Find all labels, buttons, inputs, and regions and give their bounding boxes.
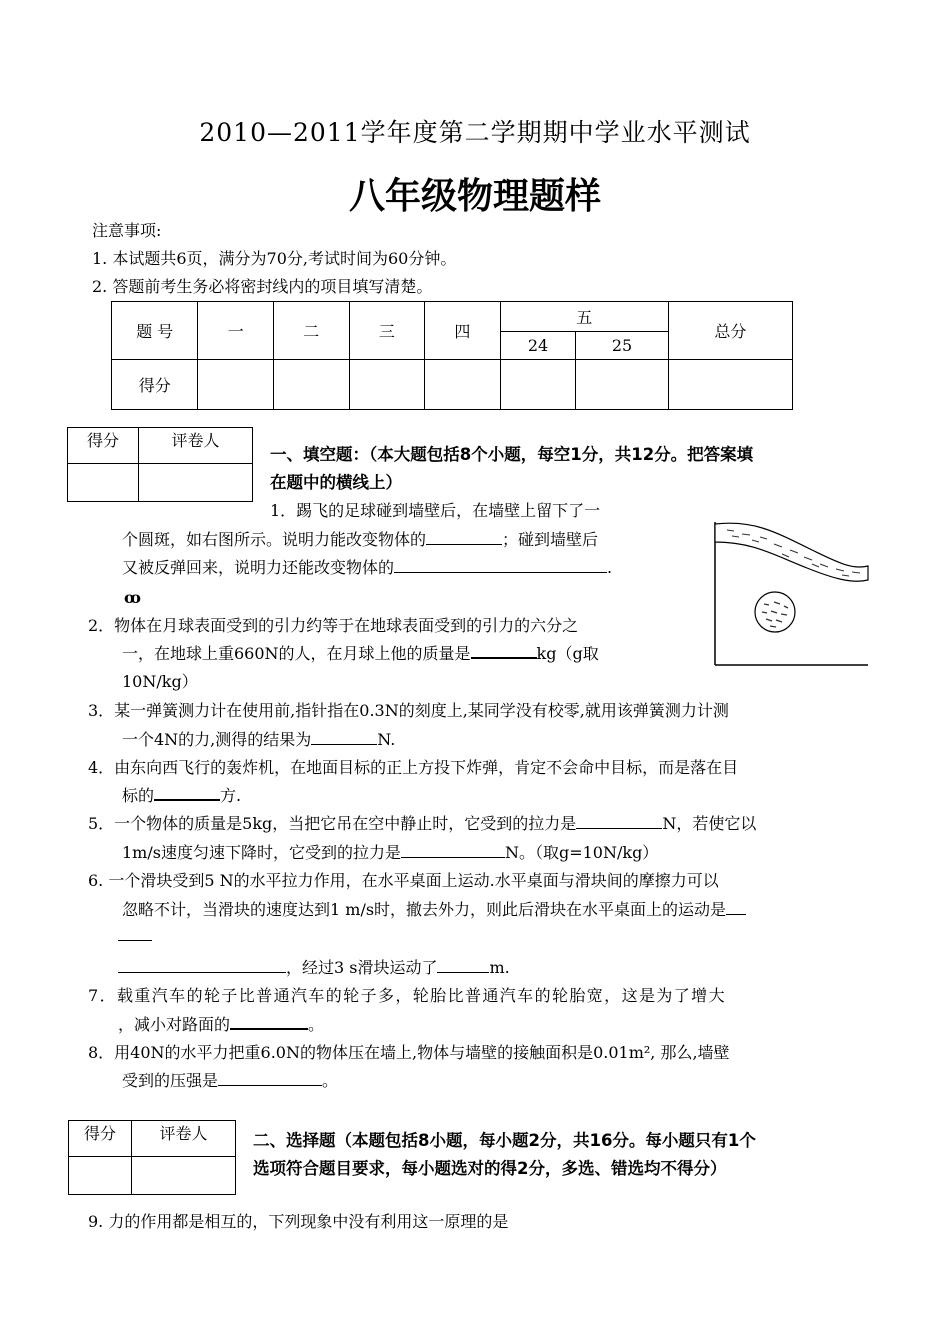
q5-blank-1 xyxy=(576,814,662,829)
q5-blank-2 xyxy=(401,843,505,858)
wall-slab xyxy=(715,523,868,581)
q3-line-1: 3．某一弹簧测力计在使用前,指针指在0.3N的刻度上,某同学没有校零,就用该弹簧测力计测 xyxy=(88,701,729,720)
score-table-score-label: 得分 xyxy=(112,360,198,410)
score-table-col-2: 二 xyxy=(274,302,350,360)
q7-text-a: ，减小对路面的 xyxy=(118,1015,231,1034)
q8-text-a: 受到的压强是 xyxy=(122,1071,219,1090)
grader-label: 评卷人 xyxy=(139,428,253,464)
score-cell xyxy=(274,360,350,410)
score-table-col-1: 一 xyxy=(198,302,274,360)
exam-subtitle: 八年级物理题样 xyxy=(348,176,601,217)
q1-mark: ꝏ xyxy=(124,588,141,607)
notice-heading: 注意事项: xyxy=(92,221,162,240)
q6-text-b: ，经过3 s滑块运动了 xyxy=(286,958,438,977)
q1-text-d: . xyxy=(607,558,613,577)
score-table xyxy=(111,301,793,410)
q1-line-3 xyxy=(122,555,612,581)
q1-text-c: 又被反弹回来，说明力还能改变物体的 xyxy=(122,558,395,577)
q1-blank-1 xyxy=(426,530,502,545)
grader-name-cell xyxy=(139,464,253,502)
q9-line-1: 9. 力的作用都是相互的，下列现象中没有利用这一原理的是 xyxy=(88,1212,509,1231)
q5-text-a: 5．一个物体的质量是5kg，当把它吊在空中静止时，它受到的拉力是 xyxy=(88,814,577,833)
q3-text-a: 一个4N的力,测得的结果为 xyxy=(122,730,312,749)
score-table-total: 总分 xyxy=(668,302,792,360)
q7-blank xyxy=(230,1014,308,1030)
q2-blank xyxy=(471,643,537,659)
section2-heading: 二、选择题（本题包括8小题，每小题2分，共16分。每小题只有1个 xyxy=(253,1131,756,1150)
section1-heading-2: 在题中的横线上） xyxy=(270,473,402,492)
notice-item-2: 2. 答题前考生务必将密封线内的项目填写清楚。 xyxy=(92,277,433,296)
grader-score-cell xyxy=(68,464,139,502)
score-cell xyxy=(576,360,668,410)
score-cell xyxy=(425,360,501,410)
q2-line-2 xyxy=(122,641,599,667)
score-table-col-3: 三 xyxy=(349,302,425,360)
q2-text-a: 一，在地球上重660N的人，在月球上他的质量是 xyxy=(122,644,471,663)
q6-line-2 xyxy=(122,897,746,923)
grader-score-label: 得分 xyxy=(68,428,139,464)
q6-text-a: 忽略不计，当滑块的速度达到1 m/s时，撤去外力，则此后滑块在水平桌面上的运动是 xyxy=(122,900,727,919)
q6-blank-2 xyxy=(437,958,489,973)
exam-title: 2010—2011学年度第二学期期中学业水平测试 xyxy=(199,118,751,147)
q8-line-1: 8．用40N的水平力把重6.0N的物体压在墙上,物体与墙壁的接触面积是0.01m², 那么,墙壁 xyxy=(88,1043,730,1062)
q6-text-c: m. xyxy=(489,958,510,977)
q4-text-b: 方. xyxy=(220,786,242,805)
grader-score-label: 得分 xyxy=(69,1121,132,1157)
q6-blank-1a xyxy=(726,900,746,915)
q2-text-b: kg（g取 xyxy=(536,644,599,663)
grader-box-2 xyxy=(68,1120,236,1195)
score-cell xyxy=(198,360,274,410)
grader-name-cell xyxy=(132,1157,236,1195)
q1-text-a: 个圆斑，如右图所示。说明力能改变物体的 xyxy=(122,530,427,549)
score-table-col-5: 五 xyxy=(500,302,668,332)
q6-blank-1b xyxy=(118,940,152,941)
q1-line-1: 1．踢飞的足球碰到墙壁后，在墙壁上留下了一 xyxy=(270,501,601,520)
q5-line-2 xyxy=(122,840,658,866)
q5-text-d: N。（取g=10N/kg） xyxy=(504,843,659,862)
q1-blank-2 xyxy=(394,558,607,573)
wall-ball-figure xyxy=(712,520,870,670)
q4-blank xyxy=(154,785,220,801)
q5-line-1 xyxy=(88,811,756,837)
q4-text-a: 标的 xyxy=(122,786,155,805)
score-cell xyxy=(668,360,792,410)
score-cell xyxy=(349,360,425,410)
score-cell xyxy=(500,360,576,410)
grader-score-cell xyxy=(69,1157,132,1195)
q8-line-2 xyxy=(122,1068,338,1094)
q6-line-1: 6. 一个滑块受到5 N的水平拉力作用，在水平桌面上运动.水平桌面与滑块间的摩擦力可以 xyxy=(88,871,719,890)
q8-blank xyxy=(218,1071,322,1086)
q7-line-1: 7．载重汽车的轮子比普通汽车的轮子多，轮胎比普通汽车的轮胎宽，这是为了增大 xyxy=(88,986,726,1005)
score-table-col-24: 24 xyxy=(500,332,576,360)
q3-text-b: N. xyxy=(377,730,396,749)
q2-line-1: 2．物体在月球表面受到的引力约等于在地球表面受到的引力的六分之 xyxy=(88,616,579,635)
grader-box-1 xyxy=(67,427,253,502)
q8-text-b: 。 xyxy=(322,1071,339,1090)
q7-line-2 xyxy=(118,1012,324,1038)
q3-blank xyxy=(311,730,377,745)
q4-line-1: 4．由东向西飞行的轰炸机，在地面目标的正上方投下炸弹，肯定不会命中目标，而是落在目 xyxy=(88,758,739,777)
grader-label: 评卷人 xyxy=(132,1121,236,1157)
score-table-row-label: 题 号 xyxy=(112,302,198,360)
q6-line-3 xyxy=(118,955,510,981)
q3-line-2 xyxy=(122,727,395,753)
q4-line-2 xyxy=(122,783,241,809)
q2-line-3: 10N/kg） xyxy=(122,672,198,691)
section2-heading-2: 选项符合题目要求，每小题选对的得2分，多选、错选均不得分） xyxy=(253,1159,727,1178)
score-table-col-4: 四 xyxy=(425,302,501,360)
q6-blank-1c xyxy=(118,958,286,973)
q1-text-b: ；碰到墙壁后 xyxy=(502,530,599,549)
notice-item-1: 1. 本试题共6页，满分为70分,考试时间为60分钟。 xyxy=(92,249,457,268)
section1-heading: 一、填空题：（本大题包括8个小题，每空1分，共12分。把答案填 xyxy=(270,445,754,464)
q7-text-b: 。 xyxy=(308,1015,325,1034)
score-table-col-25: 25 xyxy=(576,332,668,360)
q5-text-c: 1m/s速度匀速下降时，它受到的拉力是 xyxy=(122,843,401,862)
q1-line-2 xyxy=(122,527,598,553)
q5-text-b: N，若使它以 xyxy=(662,814,757,833)
